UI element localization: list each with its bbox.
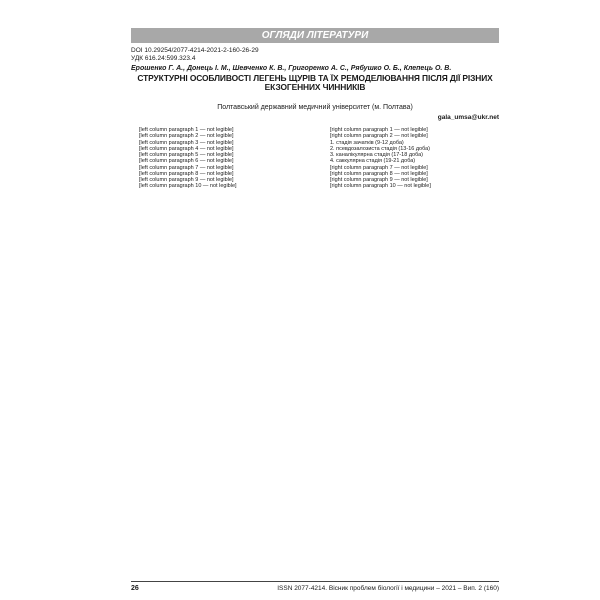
udc-code: УДК 616.24:599.323.4 [131, 55, 196, 62]
paragraph: [left column paragraph 7 — not legible] [139, 164, 234, 171]
paragraph: 1. стадія зачатків (9-12 доба) [330, 139, 404, 146]
paragraph: [left column paragraph 6 — not legible] [139, 158, 234, 165]
section-header: ОГЛЯДИ ЛІТЕРАТУРИ [131, 28, 499, 43]
paragraph: [left column paragraph 8 — not legible] [139, 170, 234, 177]
paragraph: [left column paragraph 5 — not legible] [139, 152, 234, 158]
page-number: 26 [131, 585, 139, 592]
paragraph: 3. каналікулярна стадія (17-18 доба) [330, 152, 424, 158]
paragraph: [left column paragraph 1 — not legible] [139, 127, 234, 133]
footer-divider [131, 581, 499, 582]
body-right-column [322, 127, 499, 575]
author-email[interactable]: gala_umsa@ukr.net [437, 114, 499, 121]
body-left-column [131, 127, 308, 575]
paragraph: 2. псевдозалозиста стадія (13-16 доба) [330, 145, 431, 152]
paragraph: [left column paragraph 3 — not legible] [139, 139, 234, 146]
paragraph: [left column paragraph 2 — not legible] [139, 133, 234, 140]
paragraph: 4. саккулярна стадія (19-21 доба) [330, 158, 416, 165]
journal-citation: ISSN 2077-4214. Вісник проблем біології і медицини – 2021 – Вип. 2 (160) [277, 585, 499, 592]
authors: Ерошенко Г. А., Донець І. М., Шевченко К. В., Григоренко А. С., Рябушко О. Б., Клепець О. В. [131, 65, 452, 72]
paragraph: [right column paragraph 10 — not legible] [330, 183, 431, 190]
paragraph: [right column paragraph 9 — not legible] [330, 177, 428, 183]
paragraph: [right column paragraph 7 — not legible] [330, 164, 428, 171]
paragraph: [left column paragraph 10 — not legible] [139, 183, 237, 190]
paragraph: [right column paragraph 2 — not legible] [330, 133, 428, 140]
paragraph: [left column paragraph 9 — not legible] [139, 177, 234, 183]
paragraph: [left column paragraph 4 — not legible] [139, 145, 234, 152]
paragraph: [right column paragraph 1 — not legible] [330, 127, 428, 133]
article-title: СТРУКТУРНІ ОСОБЛИВОСТІ ЛЕГЕНЬ ЩУРІВ ТА ЇХ РЕМОДЕЛЮВАННЯ ПІСЛЯ ДІЇ РІЗНИХ ЕКЗОГЕННИХ ЧИННИКІВ [137, 73, 493, 93]
paragraph: [right column paragraph 8 — not legible] [330, 170, 428, 177]
doi: DOI 10.29254/2077-4214-2021-2-160-26-29 [131, 47, 259, 54]
affiliation: Полтавський державний медичний університет (м. Полтава) [217, 104, 413, 111]
